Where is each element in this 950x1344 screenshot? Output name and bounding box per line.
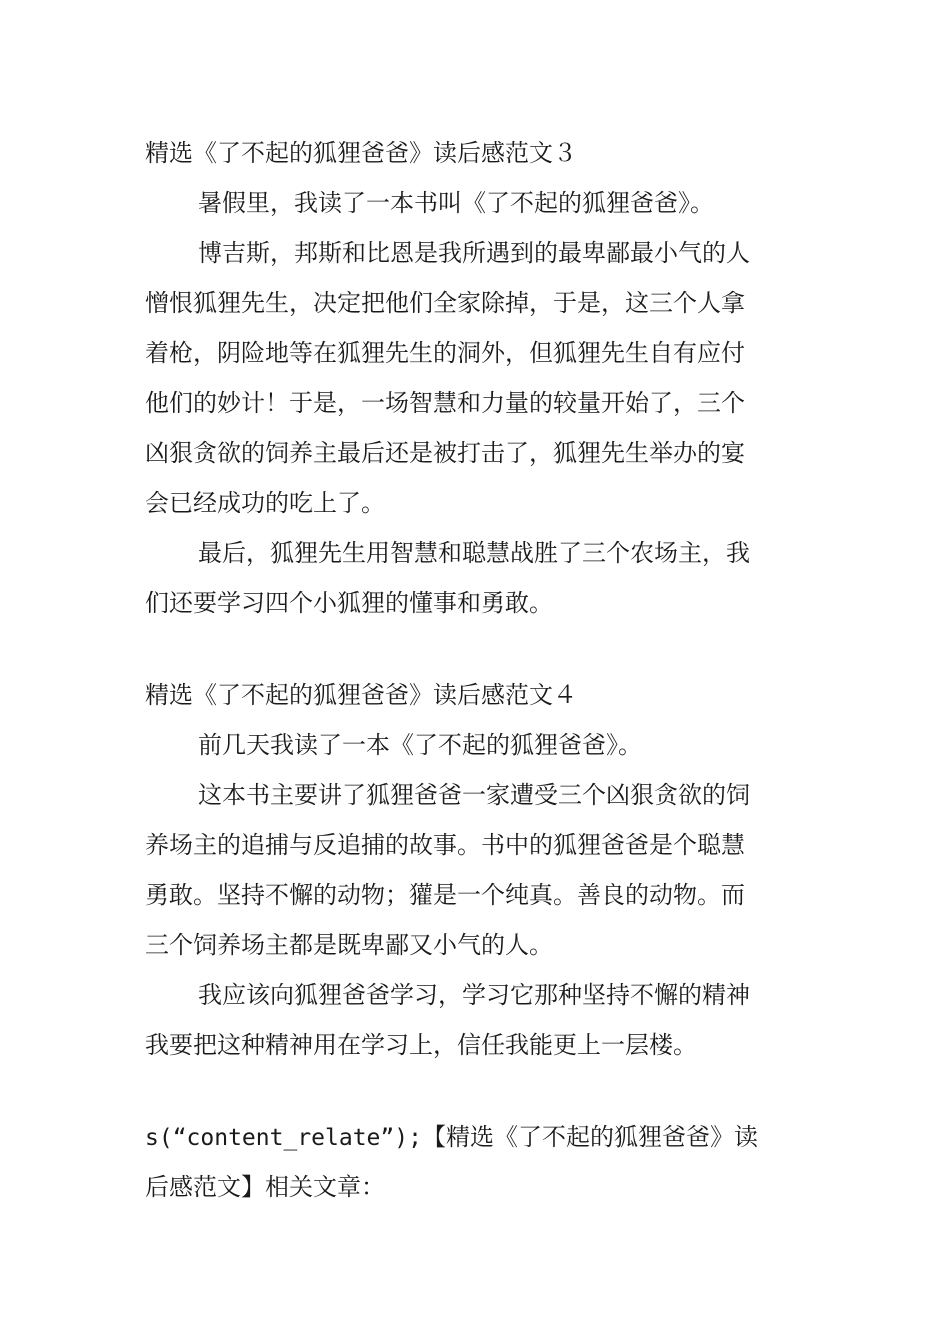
section-3-paragraph-2-line: 憎恨狐狸先生，决定把他们全家除掉，于是，这三个人拿 — [145, 289, 745, 317]
section-3-paragraph-2-line: 会已经成功的吃上了。 — [145, 489, 385, 517]
section-3-paragraph-3-line: 们还要学习四个小狐狸的懂事和勇敢。 — [145, 589, 553, 617]
related-articles-heading-line-1 — [145, 1112, 807, 1162]
related-script-code: s(“content_relate”); — [145, 1125, 422, 1151]
section-4-paragraph-2-line: 养场主的追捕与反追捕的故事。书中的狐狸爸爸是个聪慧 — [145, 831, 745, 859]
section-3-paragraph-1-line: 暑假里，我读了一本书叫《了不起的狐狸爸爸》。 — [198, 189, 714, 217]
section-spacer — [145, 628, 807, 670]
section-spacer — [145, 1070, 807, 1112]
section-4-title: 精选《了不起的狐狸爸爸》读后感范文４ — [145, 681, 577, 709]
section-3-paragraph-2-line: 着枪，阴险地等在狐狸先生的洞外，但狐狸先生自有应付 — [145, 339, 745, 367]
section-3-title: 精选《了不起的狐狸爸爸》读后感范文３ — [145, 139, 577, 167]
section-4-paragraph-1-line: 前几天我读了一本《了不起的狐狸爸爸》。 — [198, 731, 642, 759]
section-4-paragraph-3-line: 我要把这种精神用在学习上，信任我能更上一层楼。 — [145, 1031, 697, 1059]
section-4-paragraph-2-line: 三个饲养场主都是既卑鄙又小气的人。 — [145, 931, 553, 959]
section-3-paragraph-3-line: 最后，狐狸先生用智慧和聪慧战胜了三个农场主，我 — [198, 539, 750, 567]
section-3-paragraph-2-line: 凶狠贪欲的饲养主最后还是被打击了，狐狸先生举办的宴 — [145, 439, 745, 467]
related-articles-heading-line-2: 后感范文】相关文章： — [145, 1173, 385, 1201]
section-3-paragraph-2-line: 他们的妙计！于是，一场智慧和力量的较量开始了，三个 — [145, 389, 745, 417]
section-4-paragraph-3-line: 我应该向狐狸爸爸学习，学习它那种坚持不懈的精神 — [198, 981, 750, 1009]
section-4-paragraph-2-line: 勇敢。坚持不懈的动物；獾是一个纯真。善良的动物。而 — [145, 881, 745, 909]
related-heading-text: 【精选《了不起的狐狸爸爸》读 — [421, 1123, 758, 1151]
section-3-paragraph-2-line: 博吉斯，邦斯和比恩是我所遇到的最卑鄙最小气的人 — [198, 239, 750, 267]
section-4-paragraph-2-line: 这本书主要讲了狐狸爸爸一家遭受三个凶狠贪欲的饲 — [198, 781, 750, 809]
document-body — [145, 128, 807, 1212]
